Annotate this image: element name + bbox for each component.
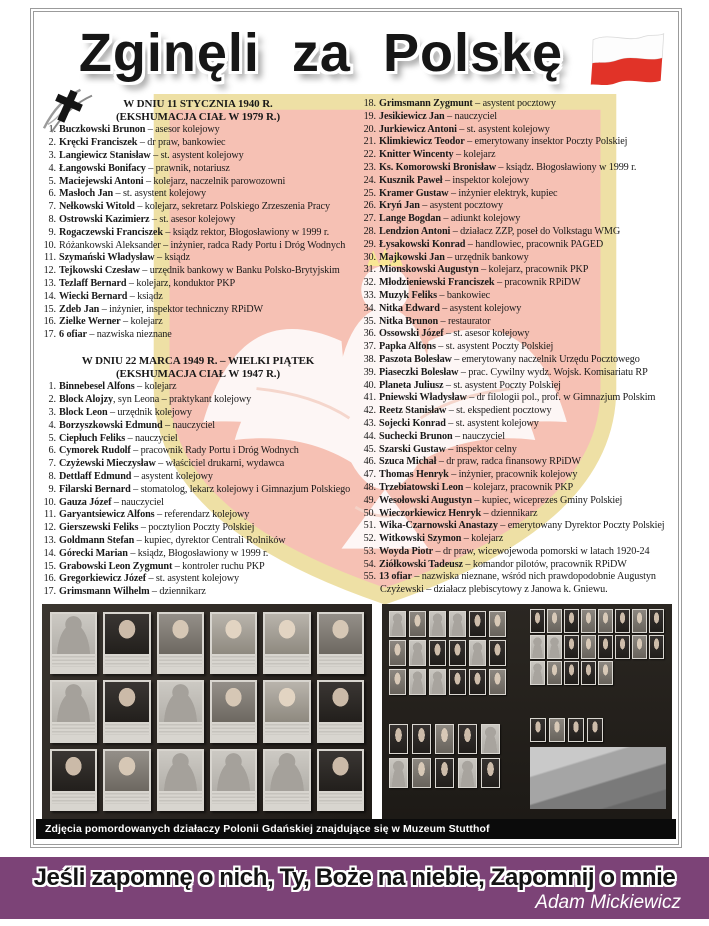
list-item: 6. Masłoch Jan – st. asystent kolejowy xyxy=(48,188,207,200)
list-item: 38. Paszota Bolesław – emerytowany naczelnik Urzędu Pocztowego xyxy=(363,353,640,365)
list-item: 11. Szymański Władysław – ksiądz xyxy=(43,252,190,264)
list-item: 13. Tezlaff Bernard – kolejarz, konduktor PKP xyxy=(43,277,236,289)
list-item: 14. Górecki Marian – ksiądz, Błogosławiony w 1999 r. xyxy=(43,547,269,559)
portrait-card xyxy=(103,680,150,742)
list-item: 20. Jurkiewicz Antoni – st. asystent kolejowy xyxy=(363,123,550,135)
portrait-thumb xyxy=(549,718,565,742)
portrait-thumb xyxy=(632,635,647,659)
list-item: 12. Gierszewski Feliks – pocztylion Poczty Polskiej xyxy=(43,522,255,534)
portrait-thumb xyxy=(412,758,431,788)
list-item: 35. Nitka Brunon – restaurator xyxy=(363,315,491,327)
poland-flag-icon xyxy=(590,30,666,86)
list-item: 17. 6 ofiar – nazwiska nieznane xyxy=(43,329,172,341)
list-item: 15. Grabowski Leon Zygmunt – kontroler ruchu PKP xyxy=(43,560,265,572)
portrait-thumb xyxy=(449,669,466,695)
portrait-thumb xyxy=(564,661,579,685)
list-item: 30. Majkowski Jan – urzędnik bankowy xyxy=(363,251,529,263)
list-item: 47. Thomas Henryk – inżynier, pracownik kolejowy xyxy=(363,469,578,481)
portrait-thumb xyxy=(449,611,466,637)
list-item: 8. Dettlaff Edmund – asystent kolejowy xyxy=(48,470,213,482)
list-item: 19. Jesikiewicz Jan – nauczyciel xyxy=(363,110,498,122)
portrait-thumb xyxy=(449,640,466,666)
photo-caption: Zdjęcia pomordowanych działaczy Polonii Gdańskiej znajdujące się w Muzeum Stutthof xyxy=(36,819,676,839)
portrait-card xyxy=(50,680,97,742)
portrait-panel-bottom-left xyxy=(389,724,515,812)
portrait-thumb xyxy=(389,758,408,788)
list-item: 5. Maciejewski Antoni – kolejarz, naczelnik parowozowni xyxy=(48,175,286,187)
portrait-thumb xyxy=(649,635,664,659)
portrait-thumb xyxy=(409,640,426,666)
list-item: 29. Łysakowski Konrad – handlowiec, pracownik PAGED xyxy=(363,238,604,250)
list-item: 10. Różankowski Aleksander – inżynier, radca Rady Portu i Dróg Wodnych xyxy=(43,239,346,251)
portrait-panel-top-right xyxy=(530,609,666,709)
portrait-thumb xyxy=(547,661,562,685)
list-item: 46. Szuca Michał – dr praw, radca finansowy RPiDW xyxy=(363,456,581,468)
portrait-card xyxy=(157,749,204,811)
portrait-thumb xyxy=(481,724,500,754)
portrait-thumb xyxy=(489,640,506,666)
portrait-thumb xyxy=(458,724,477,754)
portrait-card xyxy=(263,749,310,811)
list-item: 22. Knitter Wincenty – kolejarz xyxy=(363,149,496,161)
list-item: 51. Wika-Czarnowski Anastazy – emerytowany Dyrektor Poczty Polskiej xyxy=(363,520,665,532)
list-item: 9. Filarski Bernard – stomatolog, lekarz kolejowy i Gimnazjum Polskiego xyxy=(48,483,351,495)
list-item: 55. 13 ofiar – nazwiska nieznane, wśród nich prawdopodobnie Augustyn Czyżewski – działacz plebiscytowy z Janowa k. Gniewu. xyxy=(363,571,656,596)
portrait-card xyxy=(50,612,97,674)
portrait-card xyxy=(210,680,257,742)
list-item: 16. Zielke Werner – kolejarz xyxy=(43,316,163,328)
list-item: 11. Garyantsiewicz Alfons – referendarz kolejowy xyxy=(43,509,250,521)
list-item: 5. Ciepłuch Feliks – nauczyciel xyxy=(48,432,178,444)
portrait-thumb xyxy=(530,661,545,685)
portrait-card xyxy=(317,749,364,811)
list-item: 50. Wieczorkiewicz Henryk – dziennikarz xyxy=(363,507,538,519)
portrait-thumb xyxy=(530,609,545,633)
quote-banner xyxy=(0,857,709,919)
list-item: 1. Binnebesel Alfons – kolejarz xyxy=(48,381,177,393)
portrait-thumb xyxy=(412,724,431,754)
portrait-thumb xyxy=(581,661,596,685)
section-heading: W DNIU 11 STYCZNIA 1940 R. xyxy=(123,98,273,110)
list-item: 9. Rogaczewski Franciszek – ksiądz rektor, Błogosławiony w 1999 r. xyxy=(48,226,330,238)
list-item: 18. Grimsmann Zygmunt – asystent pocztowy xyxy=(363,98,556,109)
portrait-card xyxy=(157,612,204,674)
list-item: 3. Block Leon – urzędnik kolejowy xyxy=(48,406,192,418)
list-item: 3. Langiewicz Stanisław – st. asystent kolejowy xyxy=(48,150,244,161)
portrait-card xyxy=(103,612,150,674)
list-item: 52. Witkowski Szymon – kolejarz xyxy=(363,533,504,545)
portrait-thumb xyxy=(429,669,446,695)
list-item: 27. Lange Bogdan – adiunkt kolejowy xyxy=(363,213,521,225)
portrait-thumb xyxy=(581,609,596,633)
list-item: 26. Kryń Jan – asystent pocztowy xyxy=(363,200,503,212)
memorial-cross-icon xyxy=(38,86,98,134)
list-item: 32. Młodzieniewski Franciszek – pracownik RPiDW xyxy=(363,277,581,289)
portrait-panel-bottom-right xyxy=(530,718,666,814)
portrait-thumb xyxy=(389,724,408,754)
list-item: 15. Zdeb Jan – inżynier, inspektor techniczny RPiDW xyxy=(43,303,263,315)
portrait-thumb xyxy=(598,661,613,685)
list-column-left xyxy=(40,98,356,599)
photo-stutthof-left xyxy=(42,604,372,819)
portrait-thumb xyxy=(481,758,500,788)
list-item: 1. Buczkowski Brunon – asesor kolejowy xyxy=(48,124,220,136)
portrait-thumb xyxy=(598,609,613,633)
portrait-thumb xyxy=(389,611,406,637)
list-item: 2. Kręcki Franciszek – dr praw, bankowiec xyxy=(48,137,226,149)
list-item: 36. Ossowski Józef – st. asesor kolejowy xyxy=(363,328,530,340)
portrait-thumb xyxy=(547,609,562,633)
portrait-thumb xyxy=(429,640,446,666)
page-frame xyxy=(30,8,682,848)
list-item: 7. Nełkowski Witold – kolejarz, sekretarz Polskiego Zrzeszenia Pracy xyxy=(48,201,330,213)
list-item: 7. Czyżewski Mieczysław – właściciel drukarni, wydawca xyxy=(48,458,285,470)
list-item: 42. Reetz Stanisław – st. ekspedient pocztowy xyxy=(363,405,552,417)
section-subheading: (EKSHUMACJA CIAŁ W 1979 R.) xyxy=(115,111,281,124)
portrait-thumb xyxy=(568,718,584,742)
list-item: 10. Gauza Józef – nauczyciel xyxy=(43,496,164,508)
portrait-card xyxy=(50,749,97,811)
portrait-thumb xyxy=(530,635,545,659)
portrait-thumb xyxy=(389,640,406,666)
portrait-thumb xyxy=(547,635,562,659)
list-item: 45. Szarski Gustaw – inspektor celny xyxy=(363,443,517,455)
list-item: 48. Trzebiatowski Leon – kolejarz, pracownik PKP xyxy=(363,481,574,493)
portrait-card xyxy=(103,749,150,811)
list-item: 43. Sojecki Konrad – st. asystent kolejowy xyxy=(363,417,539,429)
portrait-thumb xyxy=(469,640,486,666)
portrait-thumb xyxy=(598,635,613,659)
list-item: 16. Gregorkiewicz Józef – st. asystent kolejowy xyxy=(43,573,239,585)
portrait-thumb xyxy=(649,609,664,633)
portrait-thumb xyxy=(564,635,579,659)
section-subheading: (EKSHUMACJA CIAŁ W 1947 R.) xyxy=(115,368,281,381)
list-item: 4. Łangowski Bonifacy – prawnik, notariusz xyxy=(48,162,230,174)
list-item: 40. Planeta Juliusz – st. asystent Poczty Polskiej xyxy=(363,379,561,391)
portrait-thumb xyxy=(435,724,454,754)
list-item: 14. Wiecki Bernard – ksiądz xyxy=(43,290,163,302)
list-item: 37. Papka Alfons – st. asystent Poczty Polskiej xyxy=(363,341,554,353)
portrait-thumb xyxy=(615,609,630,633)
quote-text: Jeśli zapomnę o nich, Ty, Boże na niebie, Zapomnij o mnie xyxy=(33,864,676,891)
list-item: 44. Suchecki Brunon – nauczyciel xyxy=(363,430,505,442)
portrait-thumb xyxy=(458,758,477,788)
list-item: 21. Klimkiewicz Teodor – emerytowany insektor Poczty Polskiej xyxy=(363,136,628,148)
list-item: 31. Mionskowski Augustyn – kolejarz, pracownik PKP xyxy=(363,264,589,276)
portrait-card xyxy=(263,612,310,674)
list-item: 33. Muzyk Feliks – bankowiec xyxy=(363,289,491,301)
list-item: 6. Cymorek Rudolf – pracownik Rady Portu i Dróg Wodnych xyxy=(48,445,299,457)
quote-author: Adam Mickiewicz xyxy=(535,892,681,913)
list-item: 4. Borzyszkowski Edmund – nauczyciel xyxy=(48,419,216,431)
list-item: 25. Kramer Gustaw – inżynier elektryk, kupiec xyxy=(363,187,558,199)
list-item: 17. Grimsmann Wilhelm – dziennikarz xyxy=(43,586,206,598)
portrait-thumb xyxy=(429,611,446,637)
portrait-card xyxy=(157,680,204,742)
list-item: 54. Ziółkowski Tadeusz – komandor pilotów, pracownik RPiDW xyxy=(363,558,627,570)
portrait-thumb xyxy=(469,611,486,637)
list-item: 28. Lendzion Antoni – działacz ZZP, poseł do Volkstagu WMG xyxy=(363,225,621,237)
portrait-card xyxy=(210,612,257,674)
list-item: 39. Piaseczki Bolesław – prac. Cywilny wydz. Wojsk. Komisariatu RP xyxy=(363,366,648,378)
list-item: 24. Kusznik Paweł – inspektor kolejowy xyxy=(363,174,529,186)
list-item: 49. Wesołowski Augustyn – kupiec, wiceprezes Gminy Polskiej xyxy=(363,494,623,506)
list-item: 53. Woyda Piotr – dr praw, wicewojewoda pomorski w latach 1920-24 xyxy=(363,545,650,557)
portrait-thumb xyxy=(489,669,506,695)
portrait-card xyxy=(317,680,364,742)
portrait-thumb xyxy=(615,635,630,659)
photo-stutthof-right xyxy=(382,604,672,819)
portrait-card xyxy=(263,680,310,742)
portrait-thumb xyxy=(469,669,486,695)
portrait-card xyxy=(210,749,257,811)
list-item: 8. Ostrowski Kazimierz – st. asesor kolejowy xyxy=(48,213,236,225)
portrait-thumb xyxy=(389,669,406,695)
seaside-photo xyxy=(530,747,666,809)
portrait-thumb xyxy=(435,758,454,788)
list-item: 2. Block Alojzy, syn Leona – praktykant kolejowy xyxy=(48,394,252,406)
list-item: 12. Tejkowski Czesław – urzędnik bankowy w Banku Polsko-Brytyjskim xyxy=(43,265,340,277)
portrait-thumb xyxy=(564,609,579,633)
list-item: 23. Ks. Komorowski Bronisław – ksiądz. Błogosławiony w 1999 r. xyxy=(363,161,637,173)
portrait-thumb xyxy=(530,718,546,742)
portrait-thumb xyxy=(632,609,647,633)
list-item: 13. Goldmann Stefan – kupiec, dyrektor Centrali Rolników xyxy=(43,534,286,546)
portrait-panel-top-left xyxy=(389,611,515,709)
portrait-thumb xyxy=(587,718,603,742)
list-item: 34. Nitka Edward – asystent kolejowy xyxy=(363,302,522,314)
list-column-right xyxy=(360,98,678,597)
page-title: Zginęli za Polskę xyxy=(78,23,564,83)
portrait-thumb xyxy=(581,635,596,659)
portrait-card xyxy=(317,612,364,674)
portrait-thumb xyxy=(489,611,506,637)
portrait-thumb xyxy=(409,611,426,637)
section-heading: W DNIU 22 MARCA 1949 R. – WIELKI PIĄTEK xyxy=(81,354,315,367)
list-item: 41. Pniewski Władysław – dr filologii pol., prof. w Gimnazjum Polskim xyxy=(363,392,656,404)
portrait-thumb xyxy=(409,669,426,695)
